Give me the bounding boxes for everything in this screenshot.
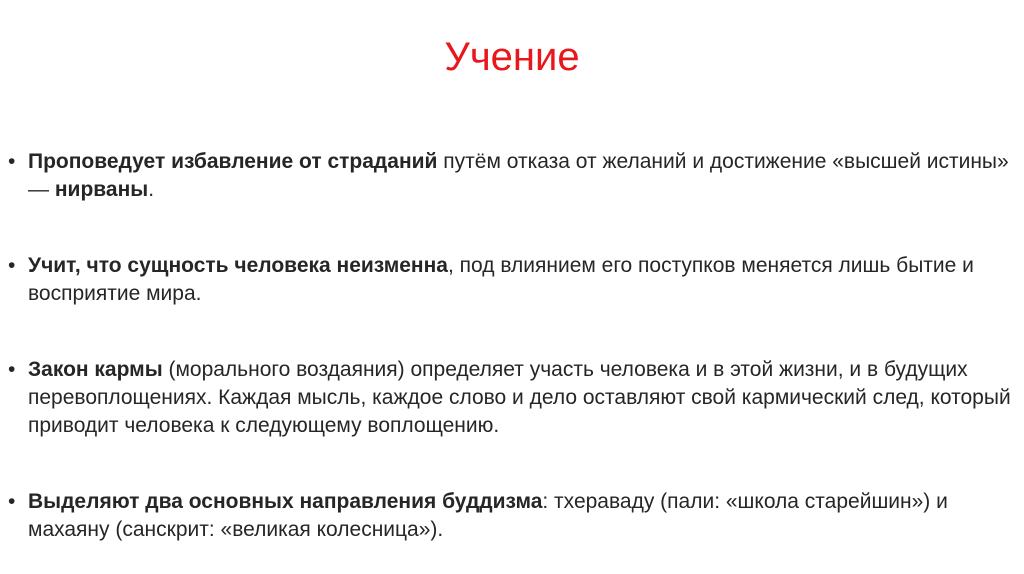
bullet-dot-icon: • [8, 254, 16, 277]
bullet-3-bold: Закон кармы [28, 358, 163, 381]
bullet-3-text: (морального воздаяния) определяет участь человека и в этой жизни, и в будущих перевоплощениях. Каждая мысль, каждое слово и дело оставляют свой кармический след, который приводит человека к следующему воплощению. [28, 358, 1011, 437]
bullet-item-3 [8, 356, 1018, 440]
bullet-4-bold: Выделяют два основных направления буддизма [28, 490, 543, 513]
bullet-1-tail: . [148, 178, 155, 201]
bullet-4-text: : тхераваду (пали: «школа старейшин») и махаяну (санскрит: «великая колесница»). [28, 490, 948, 541]
bullet-dot-icon: • [8, 358, 16, 381]
slide-title: Учение [444, 35, 580, 79]
bullet-item-4 [8, 488, 1018, 544]
bullet-2-text: , под влиянием его поступков меняется лишь бытие и восприятие мира. [28, 254, 974, 305]
bullet-list [8, 148, 1018, 544]
bullet-1-text: путём отказа от желаний и достижение «высшей истины» — [28, 150, 1009, 201]
bullet-dot-icon: • [8, 490, 16, 513]
bullet-item-2 [8, 252, 1018, 308]
bullet-1-bold: Проповедует избавление от страданий [28, 150, 438, 173]
bullet-item-1 [8, 148, 1018, 204]
bullet-dot-icon: • [8, 150, 16, 173]
bullet-2-bold: Учит, что сущность человека неизменна [28, 254, 448, 277]
bullet-1-bold-2: нирваны [54, 178, 149, 201]
